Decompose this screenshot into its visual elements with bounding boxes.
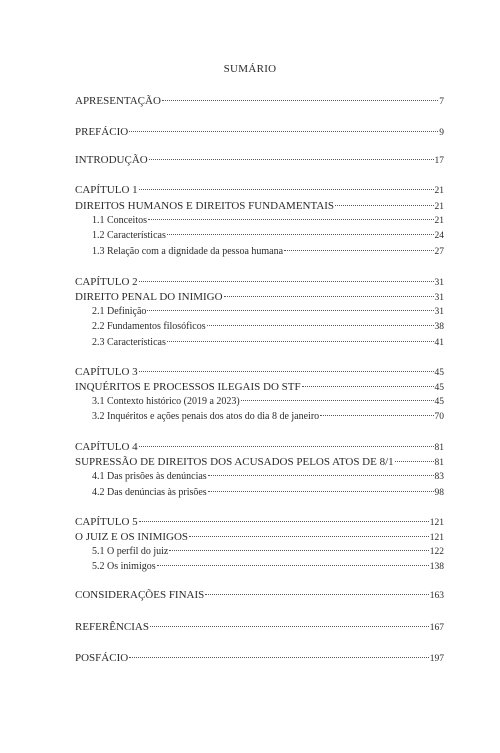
toc-entry-chapter-1 bbox=[75, 183, 444, 197]
dot-leader bbox=[139, 521, 429, 522]
toc-entry-label: SUPRESSÃO DE DIREITOS DOS ACUSADOS PELOS ATOS DE 8/1 bbox=[75, 456, 394, 468]
toc-entry-section-4-2 bbox=[92, 486, 444, 500]
dot-leader bbox=[224, 296, 434, 297]
toc-entry-label: 4.1 Das prisões às denúncias bbox=[92, 471, 207, 482]
toc-entry-section-1-3 bbox=[92, 245, 444, 259]
toc-page-number: 121 bbox=[429, 533, 444, 543]
toc-page-number: 17 bbox=[434, 156, 444, 166]
toc-entry-section-2-1 bbox=[92, 305, 444, 319]
toc-entry-section-5-2 bbox=[92, 560, 444, 574]
dot-leader bbox=[150, 626, 429, 627]
dot-leader bbox=[302, 386, 434, 387]
toc-entry-chapter-5-title bbox=[75, 530, 444, 544]
toc-entry-label: 5.1 O perfil do juiz bbox=[92, 546, 169, 557]
toc-entry-section-1-1 bbox=[92, 214, 444, 228]
dot-leader bbox=[207, 325, 434, 326]
dot-leader bbox=[241, 400, 434, 401]
dot-leader bbox=[205, 594, 428, 595]
toc-entry-label: 1.2 Características bbox=[92, 230, 166, 241]
toc-entry-chapter-5 bbox=[75, 515, 444, 529]
toc-entry-label: CAPÍTULO 4 bbox=[75, 441, 138, 453]
dot-leader bbox=[284, 250, 433, 251]
toc-entry-chapter-1-title bbox=[75, 199, 444, 213]
toc-page-number: 41 bbox=[434, 338, 444, 348]
toc-entry-consideracoes-finais bbox=[75, 588, 444, 602]
toc-entry-section-3-2 bbox=[92, 410, 444, 424]
toc-page-number: 21 bbox=[434, 216, 444, 226]
dot-leader bbox=[162, 100, 438, 101]
toc-entry-section-5-1 bbox=[92, 545, 444, 559]
toc-entry-posfacio bbox=[75, 651, 444, 665]
page-title: SUMÁRIO bbox=[223, 63, 277, 75]
toc-page-number: 27 bbox=[434, 247, 444, 257]
toc-entry-label: PREFÁCIO bbox=[75, 126, 129, 138]
toc-entry-label: DIREITOS HUMANOS E DIREITOS FUNDAMENTAIS bbox=[75, 200, 335, 212]
dot-leader bbox=[129, 657, 429, 658]
toc-page-number: 38 bbox=[434, 322, 444, 332]
toc-page-number: 70 bbox=[434, 412, 444, 422]
toc-entry-chapter-4-title bbox=[75, 455, 444, 469]
toc-entry-chapter-2-title bbox=[75, 290, 444, 304]
toc-page-number: 197 bbox=[429, 654, 444, 664]
toc-entry-section-3-1 bbox=[92, 395, 444, 409]
dot-leader bbox=[167, 341, 434, 342]
toc-page-number: 81 bbox=[434, 443, 444, 453]
toc-entry-label: 3.1 Contexto histórico (2019 a 2023) bbox=[92, 396, 240, 407]
dot-leader bbox=[169, 550, 428, 551]
toc-entry-chapter-4 bbox=[75, 440, 444, 454]
toc-entry-section-1-2 bbox=[92, 229, 444, 243]
dot-leader bbox=[148, 219, 434, 220]
toc-entry-label: O JUIZ E OS INIMIGOS bbox=[75, 531, 189, 543]
toc-page-number: 9 bbox=[439, 128, 444, 138]
toc-entry-label: 2.2 Fundamentos filosóficos bbox=[92, 321, 206, 332]
toc-page-number: 21 bbox=[434, 202, 444, 212]
toc-page-number: 31 bbox=[434, 278, 444, 288]
toc-entry-introducao bbox=[75, 153, 444, 167]
toc-page-number: 121 bbox=[429, 518, 444, 528]
toc-page-number: 167 bbox=[429, 623, 444, 633]
toc-page-number: 21 bbox=[434, 186, 444, 196]
toc-entry-label: 1.1 Conceitos bbox=[92, 215, 147, 226]
toc-entry-chapter-3-title bbox=[75, 380, 444, 394]
toc-entry-chapter-3 bbox=[75, 365, 444, 379]
dot-leader bbox=[147, 310, 433, 311]
toc-page-number: 83 bbox=[434, 472, 444, 482]
dot-leader bbox=[139, 446, 434, 447]
toc-page-number: 81 bbox=[434, 458, 444, 468]
toc-entry-label: 2.3 Características bbox=[92, 337, 166, 348]
toc-page-number: 45 bbox=[434, 383, 444, 393]
toc-page-number: 122 bbox=[429, 547, 444, 557]
toc-entry-apresentacao bbox=[75, 94, 444, 108]
toc-entry-label: CONSIDERAÇÕES FINAIS bbox=[75, 589, 205, 601]
dot-leader bbox=[167, 234, 434, 235]
toc-entry-section-2-3 bbox=[92, 336, 444, 350]
dot-leader bbox=[149, 159, 434, 160]
toc-page-number: 163 bbox=[429, 591, 444, 601]
dot-leader bbox=[335, 205, 433, 206]
dot-leader bbox=[208, 475, 434, 476]
dot-leader bbox=[208, 491, 434, 492]
toc-page-number: 31 bbox=[434, 293, 444, 303]
toc-page-number: 98 bbox=[434, 488, 444, 498]
toc-entry-label: 2.1 Definição bbox=[92, 306, 147, 317]
toc-entry-label: INQUÉRITOS E PROCESSOS ILEGAIS DO STF bbox=[75, 381, 301, 393]
dot-leader bbox=[157, 565, 429, 566]
toc-entry-label: 4.2 Das denúncias às prisões bbox=[92, 487, 207, 498]
toc-entry-label: CAPÍTULO 2 bbox=[75, 276, 138, 288]
toc-page-number: 7 bbox=[439, 97, 444, 107]
toc-page-number: 138 bbox=[429, 562, 444, 572]
toc-page-number: 45 bbox=[434, 397, 444, 407]
dot-leader bbox=[189, 536, 429, 537]
toc-page-number: 24 bbox=[434, 231, 444, 241]
dot-leader bbox=[129, 131, 438, 132]
toc-entry-label: INTRODUÇÃO bbox=[75, 154, 148, 166]
toc-entry-label: REFERÊNCIAS bbox=[75, 621, 149, 633]
dot-leader bbox=[395, 461, 434, 462]
toc-entry-label: 5.2 Os inimigos bbox=[92, 561, 156, 572]
dot-leader bbox=[139, 371, 434, 372]
toc-entry-label: POSFÁCIO bbox=[75, 652, 129, 664]
toc-page-number: 45 bbox=[434, 368, 444, 378]
dot-leader bbox=[139, 281, 434, 282]
toc-entry-label: APRESENTAÇÃO bbox=[75, 95, 161, 107]
toc-entry-label: CAPÍTULO 5 bbox=[75, 516, 138, 528]
dot-leader bbox=[320, 415, 433, 416]
toc-entry-label: 3.2 Inquéritos e ações penais dos atos do dia 8 de janeiro bbox=[92, 411, 320, 422]
toc-entry-referencias bbox=[75, 620, 444, 634]
toc-entry-label: 1.3 Relação com a dignidade da pessoa humana bbox=[92, 246, 284, 257]
toc-entry-label: DIREITO PENAL DO INIMIGO bbox=[75, 291, 223, 303]
toc-entry-section-4-1 bbox=[92, 470, 444, 484]
toc-page-number: 31 bbox=[434, 307, 444, 317]
toc-entry-prefacio bbox=[75, 125, 444, 139]
toc-entry-label: CAPÍTULO 3 bbox=[75, 366, 138, 378]
toc-entry-label: CAPÍTULO 1 bbox=[75, 184, 138, 196]
toc-entry-section-2-2 bbox=[92, 320, 444, 334]
dot-leader bbox=[139, 189, 434, 190]
toc-entry-chapter-2 bbox=[75, 275, 444, 289]
